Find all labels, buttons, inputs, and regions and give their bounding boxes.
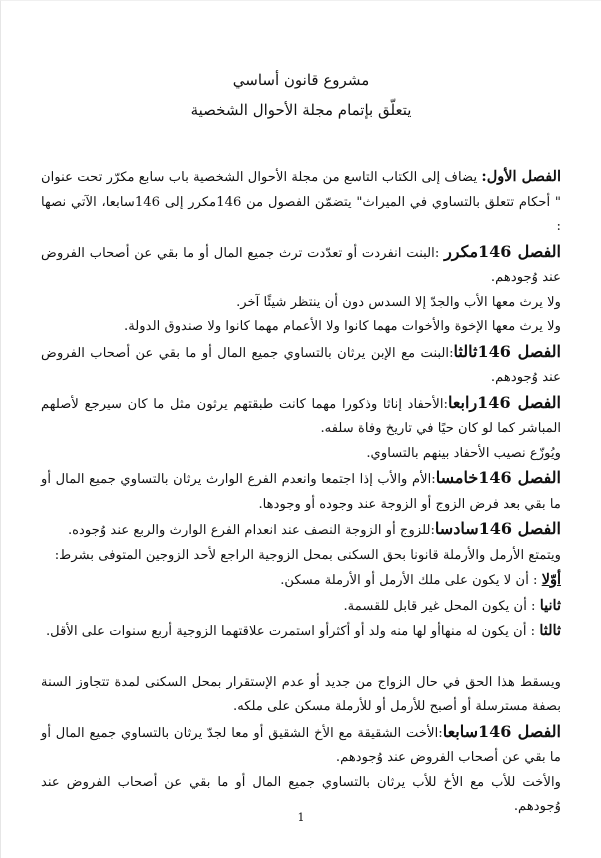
paragraph-text: والأخت للأب مع الأخ للأب يرثان بالتساوي جميع المال أو ما بقي عن أصحاب الفروض عند وُجودهم. xyxy=(41,774,561,814)
condition-2 xyxy=(41,594,561,620)
article-146-septies xyxy=(41,720,561,771)
document-subtitle: يتعلّق بإتمام مجلة الأحوال الشخصية xyxy=(190,101,412,119)
title-block xyxy=(1,65,601,125)
condition-1 xyxy=(41,568,561,594)
paragraph-text: ولا يرث معها الأب والجدّ إلا السدس دون أن ينتظر شيئًا آخر. xyxy=(236,294,561,310)
article-heading: الفصل 146خامسا xyxy=(435,468,562,487)
paragraph xyxy=(41,291,561,316)
article-heading: الفصل 146سابعا xyxy=(442,721,561,741)
condition-label: أوّلا xyxy=(541,571,561,588)
condition-text: : أن يكون المحل غير قابل للقسمة. xyxy=(343,598,540,614)
condition-label: ثانيا xyxy=(539,596,561,614)
article-146-bis xyxy=(41,240,561,291)
article-heading: الفصل 146ثالثا xyxy=(453,341,561,361)
article-146-ter xyxy=(41,340,561,391)
condition-3 xyxy=(41,619,561,645)
paragraph-text: ويسقط هذا الحق في حال الزواج من جديد أو عدم الإستقرار بمحل السكنى لمدة تتجاوز السنة بصفة مسترسلة أو أصبح للأرمل أو للأرملة مسكن على ملكه. xyxy=(41,674,561,714)
article-146-quinquies xyxy=(41,466,561,517)
condition-text: : أن لا يكون على ملك الأرمل أو الأرملة مسكن. xyxy=(280,573,542,588)
article-text: :الأخت الشقيقة مع الأخ الشقيق أو معا لجدّ يرثان بالتساوي جميع المال أو ما بقي عن أصحاب الفروض عند وُجودهم. xyxy=(41,725,561,765)
article-1 xyxy=(41,165,561,240)
paragraph-text: ويتمتع الأرمل والأرملة قانونا بحق السكنى بمحل الزوجية الراجع لأحد الزوجين المتوفى بشرط: xyxy=(54,547,561,563)
article-text: يضاف إلى الكتاب التاسع من مجلة الأحوال الشخصية باب سابع مكرّر تحت عنوان " أحكام تتعلق بالتساوي في الميراث" يتضمّن الفصول من 146مكرر إلى 146سابعا، الآتي نصها : xyxy=(41,170,561,234)
article-heading: الفصل الأول: xyxy=(481,168,561,185)
paragraph xyxy=(41,671,561,720)
paragraph xyxy=(41,315,561,340)
article-heading: الفصل 146سادسا xyxy=(434,519,561,538)
document-title: مشروع قانون أساسي xyxy=(232,71,370,89)
condition-text: : أن يكون له منهاأو لها منه ولد أو أكثرأو استمرت علاقتهما الزوجية أربع سنوات على الأقل. xyxy=(45,624,540,639)
article-146-quater xyxy=(41,391,561,442)
article-heading: الفصل 146مكرر xyxy=(444,241,561,261)
paragraph-text: ويُوزّع نصيب الأحفاد بينهم بالتساوي. xyxy=(366,445,561,461)
article-text: :البنت مع الإبن يرثان بالتساوي جميع المال أو ما بقي عن أصحاب الفروض عند وُجودهم. xyxy=(41,345,561,385)
article-heading: الفصل 146رابعا xyxy=(447,392,561,412)
paragraph xyxy=(41,442,561,467)
article-text: :للزوج أو الزوجة النصف عند انعدام الفرع الوارث والربع عند وُجوده. xyxy=(67,523,435,538)
document-body xyxy=(41,165,561,820)
article-text: :البنت انفردت أو تعدّدت ترث جميع المال أو ما بقي عن أصحاب الفروض عند وُجودهم. xyxy=(41,245,561,285)
paragraph-text: ولا يرث معها الإخوة والأخوات مهما كانوا ولا الأعمام مهما كانوا ولا صندوق الدولة. xyxy=(124,319,561,334)
article-text: :الأحفاد إناثا وذكورا مهما كانت طبقتهم يرثون مثل ما كان سيرجع لأصلهم المباشر كما لو كان حيًا في تاريخ وفاة سلفه. xyxy=(41,396,561,436)
paragraph xyxy=(41,544,561,569)
condition-label: ثالثا xyxy=(539,622,561,639)
page-number: 1 xyxy=(297,811,305,824)
article-text: :الأم والأب إذا اجتمعا وانعدم الفرع الوارث يرثان بالتساوي جميع المال أو ما بقي بعد فرض الزوج أو الزوجة عند وجوده أو وجودها. xyxy=(41,472,561,512)
article-146-sexies xyxy=(41,517,561,544)
